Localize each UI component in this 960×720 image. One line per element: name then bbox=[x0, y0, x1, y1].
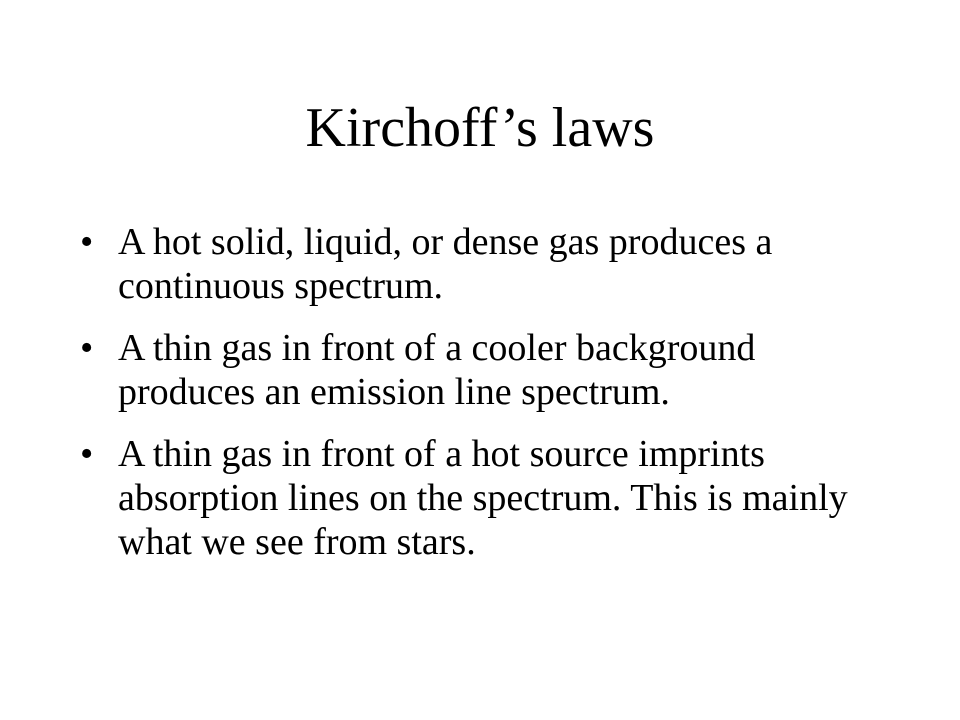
bullet-text: A hot solid, liquid, or dense gas produces a continuous spectrum. bbox=[118, 221, 773, 307]
bullet-text: A thin gas in front of a hot source imprints absorption lines on the spectrum. This is mainly what we see from stars. bbox=[118, 433, 848, 563]
bullet-item-continuous-spectrum bbox=[72, 220, 892, 308]
bullet-dot-icon: • bbox=[80, 433, 94, 475]
bullet-item-emission-spectrum bbox=[72, 326, 892, 414]
bullet-list bbox=[72, 220, 892, 582]
bullet-dot-icon: • bbox=[80, 221, 94, 263]
slide-title: Kirchoff’s laws bbox=[305, 97, 655, 159]
bullet-dot-icon: • bbox=[80, 327, 94, 369]
bullet-text: A thin gas in front of a cooler background produces an emission line spectrum. bbox=[118, 327, 756, 413]
bullet-item-absorption-spectrum bbox=[72, 432, 892, 564]
